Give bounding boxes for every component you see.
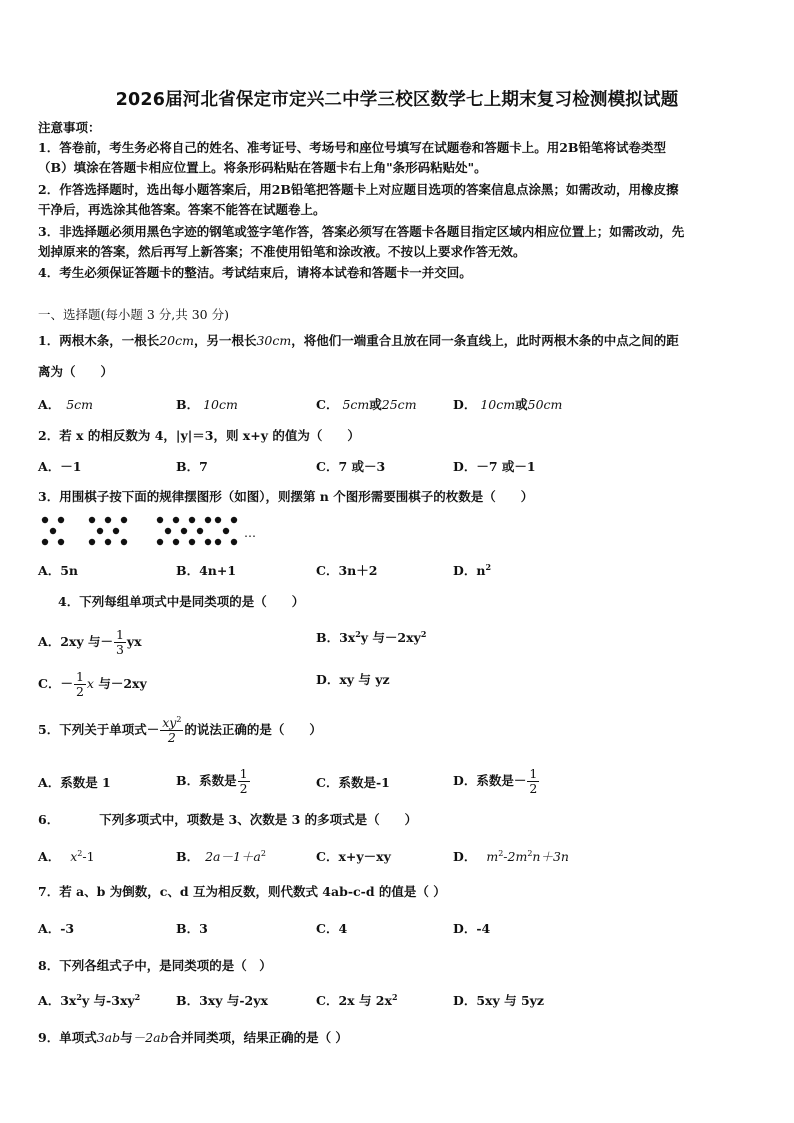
q5-option-a[interactable]: A．系数是 1 — [38, 775, 111, 790]
q8-option-a[interactable]: A．$3x^2y$ 与$-3xy^2$ — [38, 991, 141, 1008]
q2-option-a[interactable]: A．－1 — [38, 459, 82, 474]
go-stones-pattern-figure — [38, 515, 268, 551]
question-9-stem: 9．单项式3ab与－2ab合并同类项，结果正确的是（ ） — [38, 1030, 348, 1045]
question-5-stem: 5．下列关于单项式－ $\frac{xy^2}{2}$ 的说法正确的是（ ） — [38, 714, 322, 745]
question-7-stem: 7．若 a、b 为倒数，c、d 互为相反数，则代数式 4ab-c-d 的值是（ ） — [38, 884, 446, 899]
q5-option-c[interactable]: C．系数是-1 — [316, 775, 390, 790]
q1-option-c[interactable]: C． 5cm或25cm — [316, 397, 417, 412]
question-1-stem: 1．两根木条，一根长20cm，另一根长30cm，将他们一端重合且放在同一条直线上，此时两根木条的中点之间的距 — [38, 333, 679, 348]
question-3-stem: 3．用围棋子按下面的规律摆图形（如图），则摆第 n 个图形需要围棋子的枚数是（ ） — [38, 489, 534, 504]
q5-option-b[interactable]: B．系数是 $\frac{1}{2}$ — [176, 766, 248, 796]
q3-option-c[interactable]: C．3n＋2 — [316, 563, 378, 578]
q7-option-d[interactable]: D．-4 — [453, 921, 491, 936]
notice-line: 划掉原来的答案，然后再写上新答案；不准使用铅笔和涂改液。不按以上要求作答无效。 — [38, 244, 526, 259]
page-title: 2026届河北省保定市定兴二中学三校区数学七上期末复习检测模拟试题 — [115, 90, 679, 110]
q3-option-b[interactable]: B．4n+1 — [176, 563, 237, 578]
q4-option-a[interactable]: A．2xy 与－ $\frac{1}{3}$ yx — [38, 627, 142, 657]
section-heading: 一、选择题(每小题 3 分,共 30 分) — [38, 307, 229, 322]
question-8-stem: 8．下列各组式子中，是同类项的是（ ） — [38, 958, 272, 973]
q1-option-d[interactable]: D． 10cm或50cm — [453, 397, 563, 412]
notice-line: 1．答卷前，考生务必将自己的姓名、准考证号、考场号和座位号填写在试题卷和答题卡上。用2B铅笔将试卷类型 — [38, 140, 666, 155]
q1-option-a[interactable]: A． 5cm — [38, 397, 94, 412]
notice-line: 3．非选择题必须用黑色字迹的钢笔或签字笔作答，答案必须写在答题卡各题目指定区域内相应位置上；如需改动，先 — [38, 224, 685, 239]
q2-option-d[interactable]: D．－7 或－1 — [453, 459, 536, 474]
q4-option-c[interactable]: C．－ $\frac{1}{2}$ x 与－2xy — [38, 669, 147, 699]
question-1-stem-cont: 离为（ ） — [38, 364, 114, 379]
q4-option-d[interactable]: D．xy 与 yz — [316, 672, 390, 687]
notice-line: 干净后，再选涂其他答案。答案不能答在试题卷上。 — [38, 202, 326, 217]
notice-heading: 注意事项： — [38, 120, 101, 135]
pattern-ellipsis: … — [244, 526, 256, 540]
notice-line: 4．考生必须保证答题卡的整洁。考试结束后，请将本试卷和答题卡一并交回。 — [38, 265, 472, 280]
q5-option-d[interactable]: D．系数是－ $\frac{1}{2}$ — [453, 766, 538, 796]
question-2-stem: 2．若 x 的相反数为 4，|y|＝3，则 x+y 的值为（ ） — [38, 428, 360, 443]
q6-option-c[interactable]: C．x+y－xy — [316, 849, 391, 864]
q6-option-a[interactable]: A． $x^2-1$ — [38, 848, 95, 864]
notice-line: （B）填涂在答题卡相应位置上。将条形码粘贴在答题卡右上角"条形码粘贴处"。 — [38, 160, 487, 175]
q8-option-c[interactable]: C．2x 与 $2x^2$ — [316, 991, 398, 1008]
q8-option-b[interactable]: B．3xy 与-2yx — [176, 993, 268, 1008]
q8-option-d[interactable]: D．5xy 与 5yz — [453, 993, 545, 1008]
q3-option-a[interactable]: A．5n — [38, 563, 78, 578]
q7-option-c[interactable]: C．4 — [316, 921, 348, 936]
q7-option-b[interactable]: B．3 — [176, 921, 208, 936]
q3-option-d[interactable]: D．$n^2$ — [453, 561, 492, 578]
q2-option-b[interactable]: B．7 — [176, 459, 208, 474]
q4-option-b[interactable]: B．$3x^2y$ 与$-2xy^2$ — [316, 628, 427, 645]
q1-option-b[interactable]: B． 10cm — [176, 397, 238, 412]
notice-line: 2．作答选择题时，选出每小题答案后，用2B铅笔把答题卡上对应题目选项的答案信息点涂黑；如需改动，用橡皮擦 — [38, 182, 679, 197]
q2-option-c[interactable]: C．7 或－3 — [316, 459, 386, 474]
question-4-stem: 4．下列每组单项式中是同类项的是（ ） — [58, 594, 305, 609]
q6-option-d[interactable]: D． $m^2-2m^2n+3n$ — [453, 848, 569, 864]
q6-option-b[interactable]: B． $2a-1+a^2$ — [176, 848, 266, 864]
q7-option-a[interactable]: A．-3 — [38, 921, 75, 936]
question-6-stem: 6． 下列多项式中，项数是 3、次数是 3 的多项式是（ ） — [38, 812, 418, 827]
